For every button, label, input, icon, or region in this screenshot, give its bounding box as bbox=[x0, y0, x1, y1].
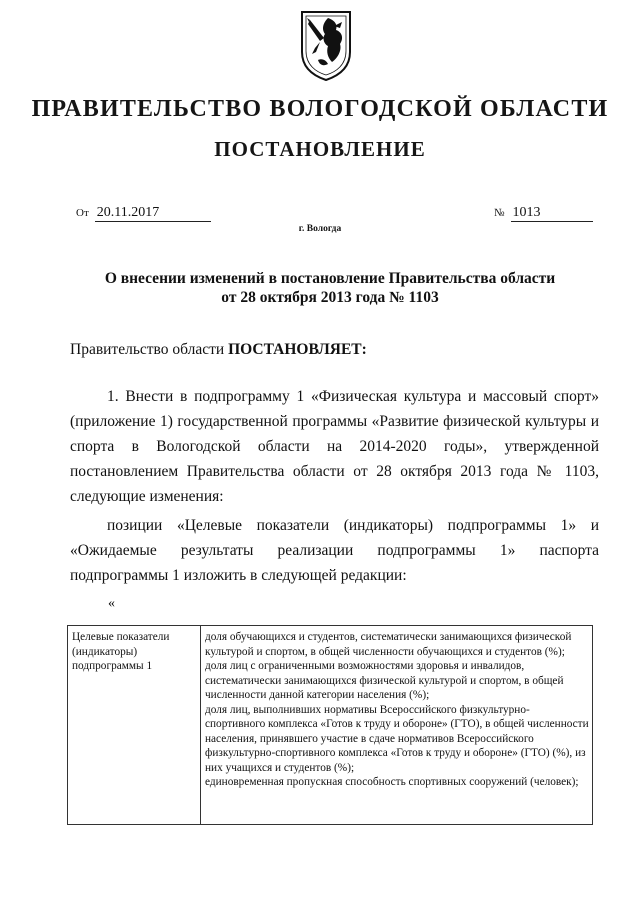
indicator-item: доля лиц с ограниченными возможностями здоровья и инвалидов, систематически занимающихся физической культурой и спортом, в общей численности данной категории населения (%); bbox=[205, 660, 564, 701]
coat-of-arms-icon bbox=[298, 8, 354, 82]
row-header-cell: Целевые показатели (индикаторы) подпрограммы 1 bbox=[68, 626, 201, 825]
number-prefix: № bbox=[494, 207, 505, 219]
date-prefix: От bbox=[76, 207, 89, 219]
city-label: г. Вологда bbox=[298, 224, 342, 234]
indicators-cell bbox=[201, 626, 593, 825]
government-title: ПРАВИТЕЛЬСТВО ВОЛОГОДСКОЙ ОБЛАСТИ bbox=[31, 96, 609, 122]
document-date bbox=[76, 204, 211, 222]
decree-line bbox=[70, 341, 367, 359]
document-number bbox=[494, 204, 593, 222]
opening-quote: « bbox=[108, 596, 115, 611]
decree-subject: Правительство области bbox=[70, 341, 225, 358]
table-row bbox=[68, 626, 593, 825]
paragraph-1: 1. Внести в подпрограмму 1 «Физическая культура и массовый спорт» (приложение 1) государственной программы «Развитие физической культуры и спорта в Вологодской области на 2014-2020 годы», утвержденной постановлением Правительства области от 28 октября 2013 года № 1103, следующие изменения: bbox=[70, 388, 599, 505]
document-heading bbox=[60, 269, 600, 307]
heading-line-1: О внесении изменений в постановление Правительства области bbox=[104, 270, 556, 287]
document-type-title: ПОСТАНОВЛЕНИЕ bbox=[214, 137, 426, 161]
paragraph-2: позиции «Целевые показатели (индикаторы) подпрограммы 1» и «Ожидаемые результаты реализации подпрограммы 1» паспорта подпрограммы 1 изложить в следующей редакции: bbox=[70, 517, 599, 584]
heading-line-2: от 28 октября 2013 года № 1103 bbox=[221, 289, 439, 306]
number-value: 1013 bbox=[511, 205, 593, 222]
indicator-item: доля лиц, выполнивших нормативы Всероссийского физкультурно-спортивного комплекса «Готов к труду и обороне» (ГТО), в общей численности населения, принявшего участие в сдаче нормативов Всероссийского физкультурно-спортивного комплекса «Готов к труду и обороне» (ГТО) (%), из них учащихся и студентов (%); bbox=[205, 703, 589, 774]
indicator-item: доля обучающихся и студентов, систематически занимающихся физической культурой и спортом, в общей численности обучающихся и студентов (%); bbox=[205, 631, 572, 658]
passport-table bbox=[67, 625, 593, 825]
date-value: 20.11.2017 bbox=[95, 205, 211, 222]
indicator-item: единовременная пропускная способность спортивных сооружений (человек); bbox=[205, 776, 579, 788]
decree-verb: ПОСТАНОВЛЯЕТ: bbox=[228, 341, 367, 358]
